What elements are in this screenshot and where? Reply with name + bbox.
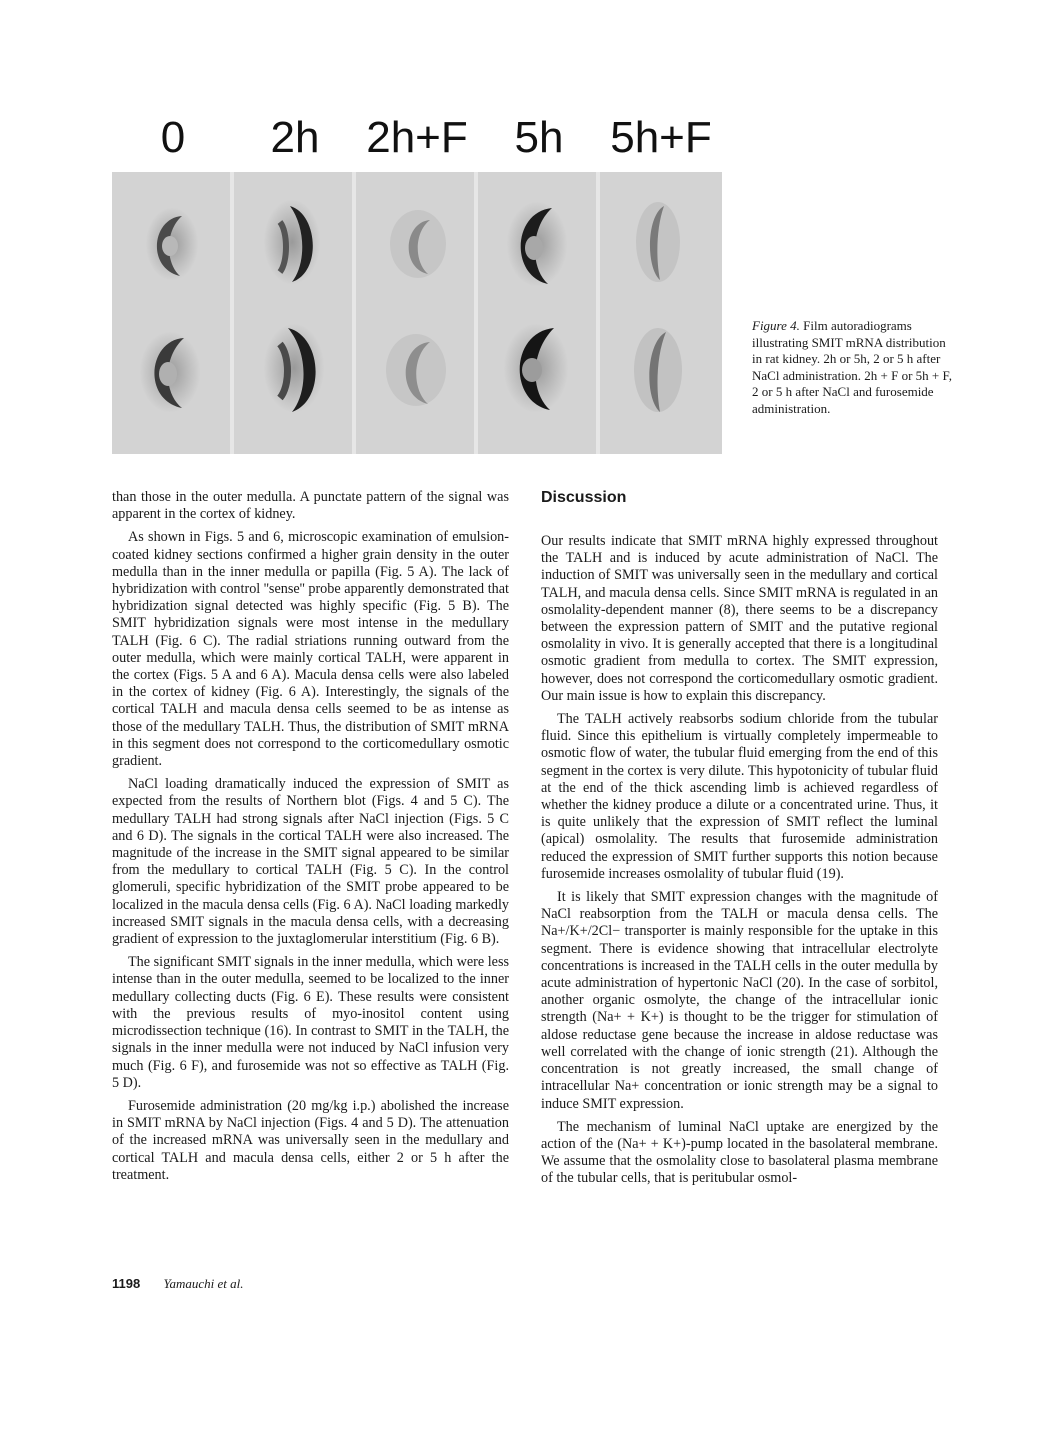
kidney-2h-f-bottom xyxy=(386,334,446,406)
right-paragraph-2: The TALH actively reabsorbs sodium chloride from the tubular fluid. Since this epithelium is virtually completely impermeable to osmotic flow of water, the tubular fluid emerging from the end of this segment in the cortex is very dilute. This hypotonicity of tubular fluid at the end of the thick ascending limb is achieved regardless of whether the kidney produce a dilute or a concentrated urine. Thus, it is quite unlikely that the expression of SMIT reflect the luminal (apical) osmolality. The results that furosemide administration reduced the expression of SMIT further supports this notion because furosemide increases osmolality of tubular fluid (19). xyxy=(541,711,938,882)
kidney-2h-top xyxy=(264,200,320,284)
right-paragraph-4: The mechanism of luminal NaCl uptake are energized by the action of the (Na+ + K+)-pump located in the basolateral membrane. We assume that the osmolality close to basolateral plasma membrane of the tubular cells, that is peritubular osmol- xyxy=(541,1118,938,1187)
page-number: 1198 xyxy=(112,1276,141,1291)
kidney-5h-f-bottom xyxy=(634,328,682,412)
left-paragraph-4: The significant SMIT signals in the inner medulla, which were less intense than in the outer medulla, seemed to be localized to the inner medullary collecting ducts (Fig. 6 E). These results were consistent with the previous results of myo-inositol content using microdissection technique (16). In contrast to SMIT in the TALH, the signals in the inner medulla were not induced by NaCl infusion very much (Fig. 6 F), and furosemide was not so effective as TALH (Fig. 5 D). xyxy=(112,954,509,1091)
left-column xyxy=(112,489,509,1190)
right-column xyxy=(541,533,938,1194)
running-authors: Yamauchi et al. xyxy=(163,1276,244,1291)
kidney-5h-bottom xyxy=(504,324,568,412)
left-paragraph-5: Furosemide administration (20 mg/kg i.p.) abolished the increase in SMIT mRNA by NaCl injection (Figs. 4 and 5 D). The attenuation of the increased mRNA was universally seen in the medullary and cortical TALH and macula densa cells, either 2 or 5 h after the treatment. xyxy=(112,1097,509,1183)
panel-label-2h-f: 2h+F xyxy=(366,113,468,162)
kidney-2h-bottom xyxy=(264,324,324,412)
figure-caption-text: Film autoradiograms illustrating SMIT mRNA distribution in rat kidney. 2h or 5h, 2 or 5 h after NaCl administration. 2h + F or 5h + F, 2 or 5 h after NaCl and furosemide administration. xyxy=(752,318,952,416)
figure-caption-label: Figure 4. xyxy=(752,318,800,333)
figure-panel-labels xyxy=(112,112,722,172)
left-paragraph-1: than those in the outer medulla. A punctate pattern of the signal was apparent in the cortex of kidney. xyxy=(112,489,509,523)
discussion-heading: Discussion xyxy=(541,489,627,506)
panel-label-0: 0 xyxy=(160,113,186,162)
kidney-0-bottom xyxy=(140,332,200,412)
right-paragraph-1: Our results indicate that SMIT mRNA highly expressed throughout the TALH and is induced by acute administration of NaCl. The induction of SMIT was universally seen in the medullary and cortical TALH, and macula densa cells. Since SMIT mRNA is regulated in an osmolality-dependent manner (8), there seems to be a discrepancy between the expression pattern of SMIT and the putative regional osmolality in vivo. It is generally accepted that there is a longitudinal osmotic gradient from medulla to cortex. The SMIT expression, however, does not correspond the corticomedullary osmotic gradient. Our main issue is how to explain this discrepancy. xyxy=(541,533,938,704)
panel-label-5h: 5h xyxy=(514,113,564,162)
figure-caption xyxy=(752,318,952,418)
left-paragraph-2: As shown in Figs. 5 and 6, microscopic examination of emulsion-coated kidney sections confirmed a higher grain density in the outer medulla than in the inner medulla or papilla (Fig. 5 A). The lack of hybridization with control ''sense'' probe apparently demonstrated that hybridization signal detected was highly specific (Fig. 5 B). The SMIT hybridization signals were most intense in the medullary TALH (Fig. 6 C). The radial striations running outward from the outer medulla, which were mainly cortical TALH, were apparent in the cortex (Figs. 5 A and 6 A). Macula densa cells were also labeled in the cortex of kidney (Fig. 6 A). Interestingly, the signals of the cortical TALH and macula densa cells seemed to be as intense as those of the medullary TALH. Thus, the distribution of SMIT mRNA in this segment does not correspond to the corticomedullary osmotic gradient. xyxy=(112,529,509,770)
kidney-0-top xyxy=(146,208,198,280)
autoradiogram-image xyxy=(112,172,722,454)
kidney-5h-f-top xyxy=(636,202,680,282)
panel-label-5h-f: 5h+F xyxy=(610,113,712,162)
autoradiogram-figure xyxy=(112,172,722,454)
panel-label-2h: 2h xyxy=(270,113,320,162)
kidney-5h-top xyxy=(507,202,567,286)
page-footer xyxy=(112,1276,244,1292)
left-paragraph-3: NaCl loading dramatically induced the expression of SMIT as expected from the results of Northern blot (Figs. 4 and 5 C). The medullary TALH had strong signals after NaCl injection (Figs. 5 C and 6 D). The signals in the cortical TALH were also increased. The magnitude of the increase in the SMIT signal appeared to be similar from the medullary to cortical TALH (Fig. 5 C). In the control glomeruli, specific hybridization of the SMIT probe appeared to be localized in the macula densa cells (Fig. 6 A). NaCl loading markedly increased SMIT signals in the macula densa cells, with a decreasing gradient of expression to the juxtaglomerular interstitium (Fig. 6 B). xyxy=(112,776,509,948)
kidney-2h-f-top xyxy=(390,210,446,278)
right-paragraph-3: It is likely that SMIT expression changes with the magnitude of NaCl reabsorption from the TALH or macula densa cells. The Na+/K+/2Cl− transporter is mainly responsible for the uptake in this segment. There is evidence showing that intracellular electrolyte concentrations is increased in the TALH cells in the outer medulla by acute administration of hypertonic NaCl (20). In the case of sorbitol, another organic osmolyte, the change of the intracellular ionic strength (Na+ + K+) is thought to be the trigger for stimulation of aldose reductase gene because the increase in aldose reductase was well correlated with the change of ionic strength (21). Although the concentration is not greatly increased, the small change of intracellular Na+ concentration or ionic strength may be a signal to induce SMIT expression. xyxy=(541,889,938,1112)
